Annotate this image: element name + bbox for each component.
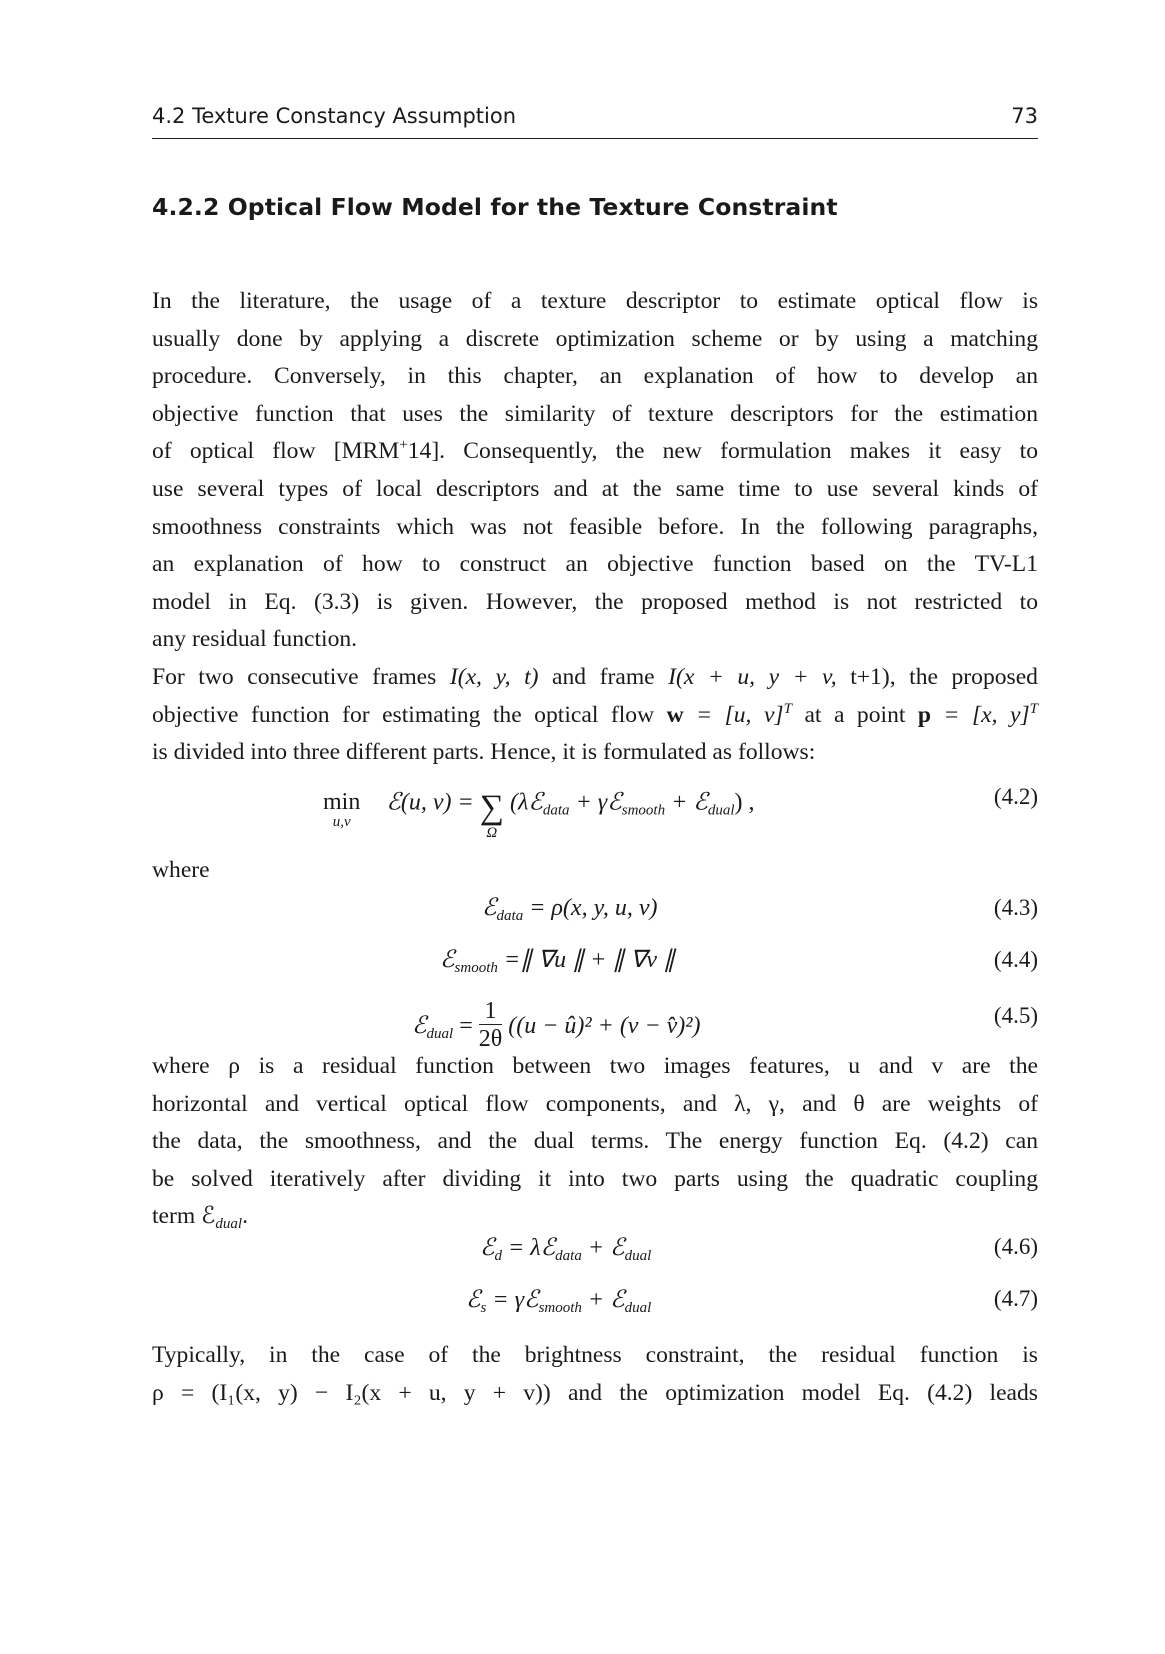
- text-line: In the literature, the usage of a texture descriptor to estimate optical flow is: [152, 288, 1038, 314]
- equation-number-4-3: (4.3): [993, 895, 1038, 920]
- where-label: where: [152, 857, 210, 883]
- equation-number-4-5: (4.5): [993, 1003, 1038, 1028]
- equation-number-4-7: (4.7): [993, 1286, 1038, 1311]
- text-line: an explanation of how to construct an objective function based on the TV-L1: [152, 551, 1038, 578]
- text-line: model in Eq. (3.3) is given. However, the proposed method is not restricted to: [152, 588, 1038, 615]
- equation-number-4-2: (4.2): [993, 784, 1038, 809]
- text-line: procedure. Conversely, in this chapter, an explanation of how to develop an: [152, 363, 1038, 390]
- equation-4-5: ℰ$_{dual}$ = $\frac{1}{2\theta}$ ((u − û)² + (v − v̂)²): [412, 998, 701, 1052]
- text-line: is divided into three different parts. Hence, it is formulated as follows:: [152, 739, 816, 766]
- equation-4-4: ℰ$_{smooth}$ =∥ ∇u ∥ + ∥ ∇v ∥: [440, 947, 676, 976]
- equation-number-4-6: (4.6): [993, 1234, 1038, 1259]
- running-header: [152, 100, 1038, 139]
- paragraph-explanation: [152, 1048, 1038, 1236]
- paragraph-intro: [152, 283, 1038, 772]
- section-heading: 4.2.2 Optical Flow Model for the Texture Constraint: [152, 193, 838, 221]
- text-line-objective: objective function for estimating the optical flow w = [u, v]$^T$ at a point p = [x, y]$^T$: [152, 700, 1038, 728]
- text-line: where ρ is a residual function between two images features, u and v are the: [152, 1053, 1038, 1079]
- text-line: be solved iteratively after dividing it into two parts using the quadratic coupling: [152, 1165, 1038, 1192]
- text-line: the data, the smoothness, and the dual terms. The energy function Eq. (4.2) can: [152, 1128, 1038, 1155]
- text-line: any residual function.: [152, 626, 358, 653]
- min-operator: min u,v: [323, 789, 361, 830]
- text-line: horizontal and vertical optical flow components, and λ, γ, and θ are weights of: [152, 1090, 1038, 1117]
- equation-4-2: min u,v ℰ(u, v) = ∑ Ω (λℰ$_{data}$ + γℰ$_{smooth}$ + ℰ$_{dual}$) ,: [323, 789, 755, 841]
- sum-operator: ∑ Ω: [479, 789, 504, 841]
- text-line: objective function that uses the similarity of texture descriptors for the estimation: [152, 400, 1038, 427]
- fraction: $\frac{1}{2\theta}$: [478, 998, 503, 1052]
- equation-4-3: ℰ$_{data}$ = ρ(x, y, u, v): [482, 895, 658, 924]
- equation-4-6: ℰ$_d$ = λℰ$_{data}$ + ℰ$_{dual}$: [480, 1235, 652, 1264]
- text-line: use several types of local descriptors and at the same time to use several kinds of: [152, 475, 1038, 502]
- equation-4-7: ℰ$_s$ = γℰ$_{smooth}$ + ℰ$_{dual}$: [466, 1287, 652, 1316]
- text-line-frames: For two consecutive frames I(x, y, t) and frame I(x + u, y + v, t+1), the proposed: [152, 663, 1038, 690]
- text-line: smoothness constraints which was not feasible before. In the following paragraphs,: [152, 513, 1038, 540]
- text-line: Typically, in the case of the brightness constraint, the residual function is: [152, 1342, 1038, 1368]
- energy-lhs: ℰ(u, v) =: [386, 789, 474, 816]
- equation-number-4-4: (4.4): [993, 947, 1038, 972]
- text-line: term ℰ$_{dual}$.: [152, 1203, 248, 1233]
- text-line: usually done by applying a discrete optimization scheme or by using a matching: [152, 325, 1038, 352]
- text-line: ρ = (I₁(x, y) − I₂(x + u, y + v)) and the optimization model Eq. (4.2) leads: [152, 1379, 1038, 1406]
- paragraph-brightness: [152, 1337, 1038, 1412]
- text-line-citation: of optical flow [MRM+14]. Consequently, the new formulation makes it easy to: [152, 437, 1038, 465]
- header-section-title: 4.2 Texture Constancy Assumption: [152, 104, 517, 128]
- page-number: 73: [1011, 104, 1038, 128]
